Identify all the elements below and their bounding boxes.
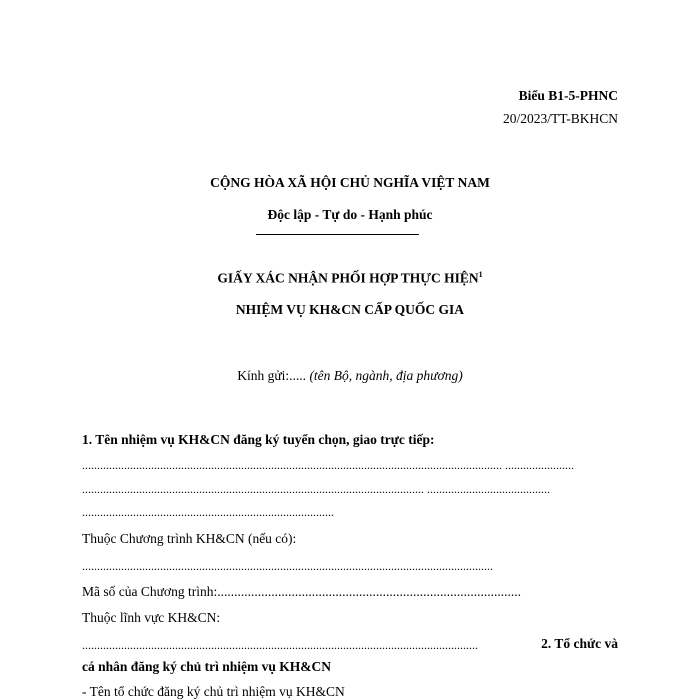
national-motto: Độc lập - Tự do - Hạnh phúc [267, 207, 433, 222]
program-label: Thuộc Chương trình KH&CN (nếu có): [82, 531, 297, 546]
field-label: Thuộc lĩnh vực KH&CN: [82, 610, 221, 625]
motto-underline [256, 234, 419, 235]
recipient-hint: (tên Bộ, ngành, địa phương) [309, 368, 463, 383]
circular-reference: 20/2023/TT-BKHCN [502, 111, 618, 126]
fill-line-4: ......................................................................................................................................... [82, 559, 493, 573]
document-title-line2: NHIỆM VỤ KH&CN CẤP QUỐC GIA [235, 302, 465, 317]
country-name: CỘNG HÒA XÃ HỘI CHỦ NGHĨA VIỆT NAM [210, 175, 490, 190]
section2-title-start: 2. Tổ chức và [541, 636, 618, 651]
document-title-line1: GIẤY XÁC NHẬN PHỐI HỢP THỰC HIỆN$^1$ [217, 270, 483, 286]
fill-line-3: .................................................................................... [82, 505, 334, 519]
section1-title: 1. Tên nhiệm vụ KH&CN đăng ký tuyển chọn, giao trực tiếp: [82, 432, 435, 447]
recipient-line [0, 368, 700, 384]
fill-line-2: .................................................................................................................. ......................................... [82, 482, 550, 496]
fill-line-1: ............................................................................................................................................ ....................... [82, 458, 574, 472]
form-code: Biểu B1-5-PHNC [518, 88, 618, 103]
program-code-label: Mã số của Chương trình:.......................................................................................... [82, 584, 521, 599]
section2-title-end: cá nhân đăng ký chủ trì nhiệm vụ KH&CN [82, 659, 332, 674]
org-label: - Tên tổ chức đăng ký chủ trì nhiệm vụ KH&CN [82, 684, 345, 699]
fill-line-5: .................................................................................................................................... [82, 638, 478, 652]
footnote-marker: 1 [478, 270, 483, 279]
recipient-label: Kính gửi:..... [237, 368, 307, 383]
